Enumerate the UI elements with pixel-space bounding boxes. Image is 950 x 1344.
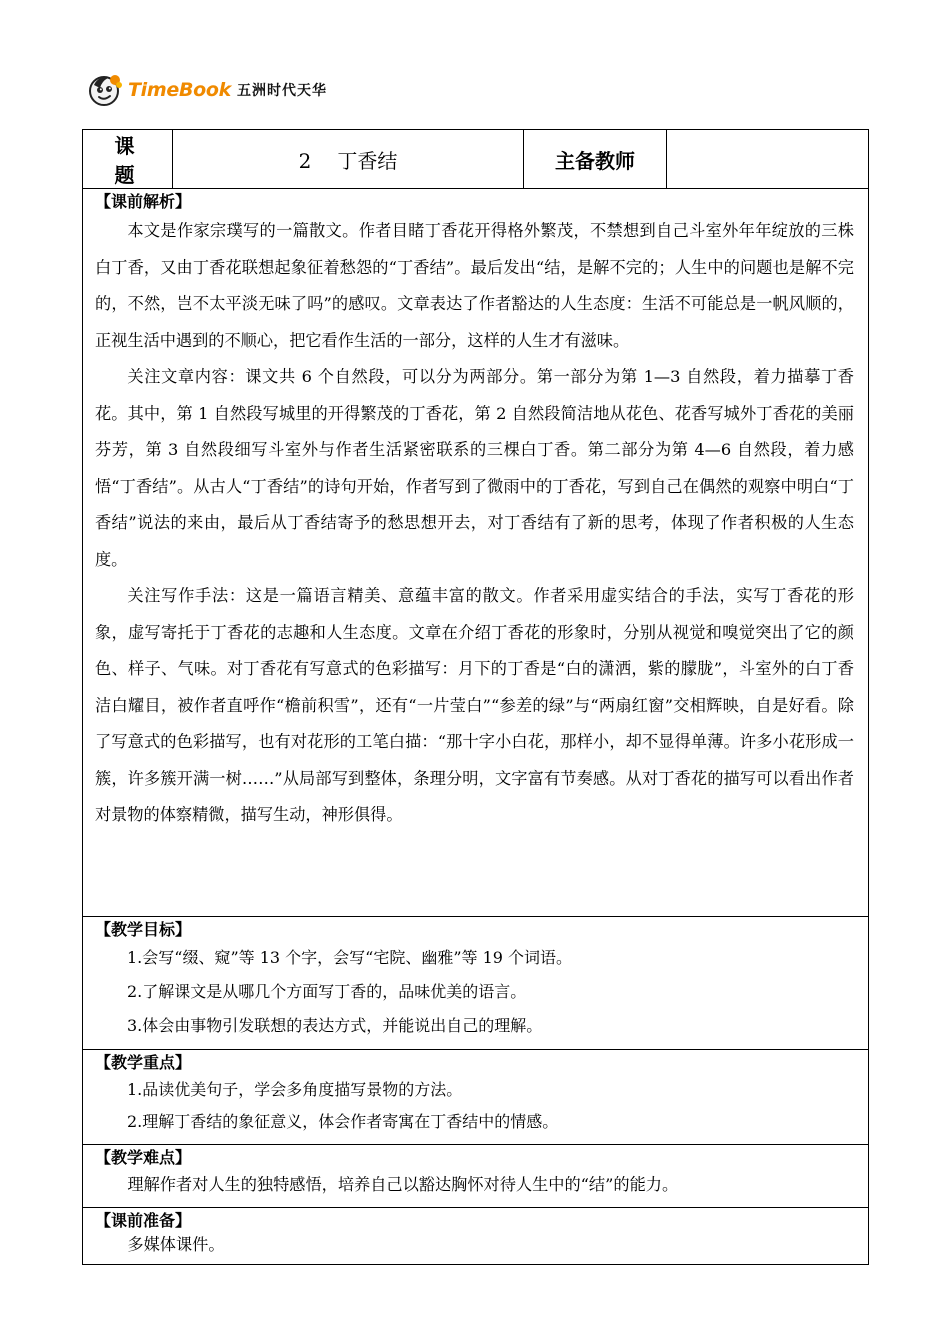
preparation-section [83,1208,869,1265]
lesson-plan-table [82,129,869,1265]
key-point-item: 1.品读优美句子，学会多角度描写景物的方法。 [127,1080,463,1099]
brand-subtitle: 五洲时代天华 [236,83,327,99]
analysis-section [83,189,869,917]
analysis-title: 【课前解析】 [95,192,192,211]
brand-name: TimeBook [128,79,231,101]
difficulties-row [83,1145,869,1208]
key-point-item: 2.理解丁香结的象征意义，体会作者寄寓在丁香结中的情感。 [127,1112,559,1131]
key-points-title: 【教学重点】 [95,1053,192,1072]
lesson-number: 2 [298,148,312,173]
analysis-paragraph: 本文是作家宗璞写的一篇散文。作者目睹丁香花开得格外繁茂，不禁想到自己斗室外年年绽放的三株白丁香，又由丁香花联想起象征着愁怨的“丁香结”。最后发出“结，是解不完的；人生中的问题也是解不完的，不然，岂不太平淡无味了吗”的感叹。文章表达了作者豁达的人生态度：生活不可能总是一帆风顺的，正视生活中遇到的不顺心，把它看作生活的一部分，这样的人生才有滋味。 [95,221,854,350]
lesson-title-cell [173,130,524,189]
difficulties-text: 理解作者对人生的独特感悟，培养自己以豁达胸怀对待人生中的“结”的能力。 [127,1175,679,1194]
key-points-row [83,1050,869,1145]
header-row [83,130,869,189]
objectives-title: 【教学目标】 [95,920,192,939]
preparation-title: 【课前准备】 [95,1211,192,1230]
objectives-section [83,917,869,1050]
analysis-row [83,189,869,917]
objective-item: 3.体会由事物引发联想的表达方式，并能说出自己的理解。 [127,1016,543,1035]
difficulties-title: 【教学难点】 [95,1148,192,1167]
teacher-label: 主备教师 [524,130,667,189]
objective-item: 1.会写“缀、窥”等 13 个字，会写“宅院、幽雅”等 19 个词语。 [127,948,573,967]
timebook-mascot-icon [88,72,124,108]
teacher-value [667,130,869,189]
objectives-row [83,917,869,1050]
analysis-paragraph: 关注文章内容：课文共 6 个自然段，可以分为两部分。第一部分为第 1—3 自然段，着力描摹丁香花。其中，第 1 自然段写城里的开得繁茂的丁香花，第 2 自然段简洁地从花色、花香写城外丁香花的美丽芬芳，第 3 自然段细写斗室外与作者生活紧密联系的三棵白丁香。第二部分为第 4—6 自然段，着力感悟“丁香结”。从古人“丁香结”的诗句开始，作者写到了微雨中的丁香花，写到自己在偶然的观察中明白“丁香结”说法的来由，最后从丁香结寄予的愁思想开去，对丁香结有了新的思考，体现了作者积极的人生态度。 [95,367,854,569]
preparation-text: 多媒体课件。 [127,1235,225,1254]
key-points-section [83,1050,869,1145]
analysis-paragraph: 关注写作手法：这是一篇语言精美、意蕴丰富的散文。作者采用虚实结合的手法，实写丁香花的形象，虚写寄托于丁香花的志趣和人生态度。文章在介绍丁香花的形象时，分别从视觉和嗅觉突出了它的颜色、样子、气味。对丁香花有写意式的色彩描写：月下的丁香是“白的潇洒，紫的朦胧”，斗室外的白丁香洁白耀目，被作者直呼作“檐前积雪”，还有“一片莹白”“参差的绿”与“两扇红窗”交相辉映，自是好看。除了写意式的色彩描写，也有对花形的工笔白描：“那十字小白花，那样小，却不显得单薄。许多小花形成一簇，许多簇开满一树……”从局部写到整体，条理分明，文字富有节奏感。从对丁香花的描写可以看出作者对景物的体察精微，描写生动，神形俱得。 [95,586,854,824]
difficulties-section [83,1145,869,1208]
topic-label: 课 题 [83,130,173,189]
lesson-title: 丁香结 [337,148,398,173]
preparation-row [83,1208,869,1265]
brand-logo [88,70,327,110]
objective-item: 2.了解课文是从哪几个方面写丁香的，品味优美的语言。 [127,982,527,1001]
